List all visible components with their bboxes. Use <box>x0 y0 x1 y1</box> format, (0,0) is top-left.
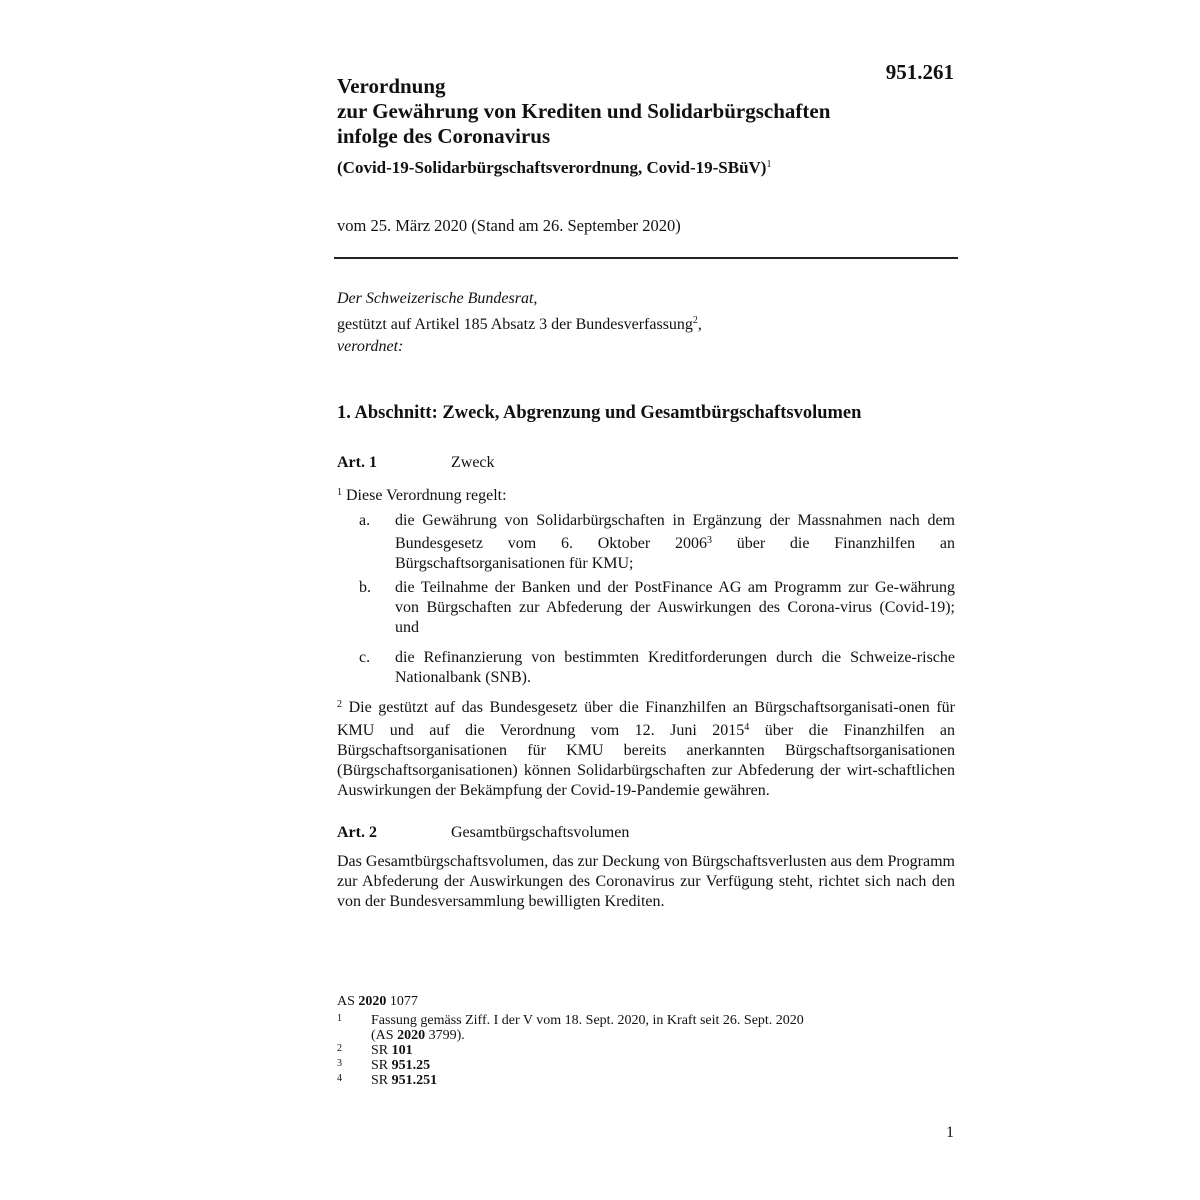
art-1-para-2-text: Die gestützt auf das Bundesgesetz über die Finanzhilfen an Bürgschaftsorganisati-onen für KMU und auf die Verordnung vom 12. Juni 2015 <box>337 699 956 739</box>
as-reference <box>337 994 957 1009</box>
fn4-ref[interactable]: 951.251 <box>391 1073 438 1088</box>
art-2-number: Art. 2 <box>337 824 377 841</box>
horizontal-rule <box>334 257 958 259</box>
fn4-prefix: SR <box>371 1073 389 1088</box>
list-label-b: b. <box>359 579 371 596</box>
footnote-number: 2 <box>337 1043 342 1054</box>
footnote-ref-1[interactable]: 1 <box>766 159 772 170</box>
art-2-heading <box>337 824 629 842</box>
paragraph-number: 2 <box>337 699 342 710</box>
title-block <box>337 74 957 179</box>
list-item-a <box>337 511 955 574</box>
fn1-year: 2020 <box>397 1028 426 1043</box>
title-line-2: zur Gewährung von Krediten und Solidarbürgschaften <box>337 99 831 123</box>
art-1-heading <box>337 454 495 472</box>
preamble-basis <box>337 310 957 336</box>
sr-number: 951.261 <box>885 60 954 84</box>
art-2-text: Das Gesamtbürgschaftsvolumen, das zur Deckung von Bürgschaftsverlusten aus dem Programm zur Abfederung der Auswirkungen des Coronavirus zur Verfügung steht, richtet sich nach den von der Bundesversammlung bewilligten Krediten. <box>337 853 955 910</box>
list-item-b <box>337 578 955 638</box>
footnote-ref-3[interactable]: 3 <box>706 535 712 546</box>
list-text-a <box>395 511 955 574</box>
footnote-1 <box>337 1013 957 1043</box>
fn1-as: (AS <box>371 1028 394 1043</box>
footnote-2 <box>337 1043 957 1058</box>
fn3-prefix: SR <box>371 1058 389 1073</box>
document-date: vom 25. März 2020 (Stand am 26. September 2020) <box>337 216 681 235</box>
paragraph-number: 1 <box>337 487 342 498</box>
art-1-number: Art. 1 <box>337 454 377 471</box>
as-prefix: AS <box>337 994 355 1009</box>
preamble-basis-text: gestützt auf Artikel 185 Absatz 3 der Bundesverfassung <box>337 316 693 333</box>
fn1-rest: 3799). <box>428 1028 465 1043</box>
footnote-4 <box>337 1073 957 1088</box>
subtitle-text: (Covid-19-Solidarbürgschaftsverordnung, Covid-19-SBüV) <box>337 158 767 177</box>
art-2-title: Gesamtbürgschaftsvolumen <box>451 824 630 841</box>
art-1-title: Zweck <box>451 454 495 471</box>
footnotes <box>337 994 957 1088</box>
art-1-para-1 <box>337 483 955 506</box>
footnote-ref-2[interactable]: 2 <box>692 315 698 326</box>
art-1-para-1-text: Diese Verordnung regelt: <box>346 487 507 504</box>
preamble <box>337 288 957 358</box>
list-text-a-main: die Gewährung von Solidarbürgschaften in Ergänzung der Massnahmen nach dem Bundesgesetz vom 6. Oktober 2006 <box>395 512 955 552</box>
list-label-c: c. <box>359 649 371 666</box>
list-text-a-end: über die Finanzhilfen an Bürgschaftsorganisationen für KMU; <box>395 535 955 572</box>
preamble-decree: verordnet: <box>337 338 404 355</box>
preamble-authority: Der Schweizerische Bundesrat, <box>337 290 538 307</box>
fn3-ref[interactable]: 951.25 <box>391 1058 431 1073</box>
footnote-1-line-1: Fassung gemäss Ziff. I der V vom 18. Sept. 2020, in Kraft seit 26. Sept. 2020 <box>371 1013 804 1028</box>
footnote-number: 1 <box>337 1013 342 1024</box>
list-text-b: die Teilnahme der Banken und der PostFinance AG am Programm zur Ge-währung von Bürgschaften zur Abfederung der Auswirkungen des Corona-virus (Covid-19); und <box>395 579 955 636</box>
footnote-number: 4 <box>337 1073 342 1084</box>
section-1-title: 1. Abschnitt: Zweck, Abgrenzung und Gesamtbürgschaftsvolumen <box>337 403 862 423</box>
footnote-ref-4[interactable]: 4 <box>744 722 750 733</box>
list-text-c: die Refinanzierung von bestimmten Kreditforderungen durch die Schweize-rische Nationalbank (SNB). <box>395 649 955 686</box>
fn2-ref[interactable]: 101 <box>391 1043 413 1058</box>
page-number: 1 <box>946 1124 954 1141</box>
fn2-prefix: SR <box>371 1043 389 1058</box>
preamble-basis-end: , <box>697 316 702 333</box>
art-1-para-2-text-end: über die Finanzhilfen an Bürgschaftsorganisationen für KMU bereits anerkannten Bürgschaftsorganisationen (Bürgschaftsorganisationen) können Solidarbürgschaften zur Abfederung der wirt-schaftlichen Auswirkungen der Bekämpfung der Covid-19-Pandemie gewähren. <box>337 722 955 799</box>
footnote-3 <box>337 1058 957 1073</box>
footnote-1-line-2 <box>371 1028 957 1043</box>
list-label-a: a. <box>359 512 371 529</box>
art-1-para-2 <box>337 695 955 801</box>
as-year: 2020 <box>358 994 387 1009</box>
title-line-1: Verordnung <box>337 74 446 98</box>
title-line-3: infolge des Coronavirus <box>337 124 551 148</box>
footnote-number: 3 <box>337 1058 342 1069</box>
subtitle <box>337 154 957 179</box>
as-page: 1077 <box>389 994 418 1009</box>
list-item-c <box>337 648 955 688</box>
